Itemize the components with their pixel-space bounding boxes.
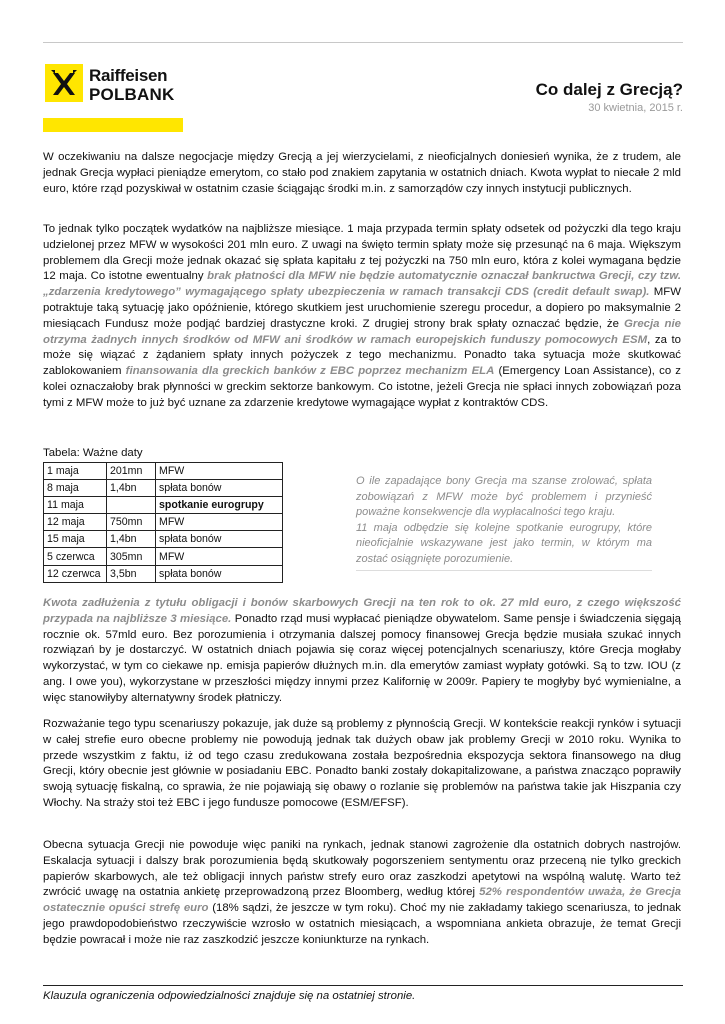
accent-bar [43,118,183,132]
table-cell-date: 1 maja [44,463,107,480]
table-cell-event: MFW [156,548,283,565]
table-cell-amount: 1,4bn [107,480,156,497]
paragraph-1: W oczekiwaniu na dalsze negocjacje między Grecją a jej wierzycielami, z nieoficjalnych doniesień wynika, że z trudem, ale jednak Grecja wypłaci pieniądze emerytom, co stało pod znakiem zapytania w ostatnich dniach. Kwota wypłat to niecałe 2 mld euro, które rząd pozyskiwał w ostatnim czasie ściągając środki m.in. z samorządów czy innych instytucji publicznych. [43,151,681,195]
table-row [44,463,283,480]
table-cell-event: MFW [156,463,283,480]
table-cell-event: spłata bonów [156,565,283,582]
pull-quote-paragraph-2: 11 maja odbędzie się kolejne spotkanie eurogrupy, które nieoficjalnie wskazywane jest jako termin, w którym ma zostać osiągnięte porozumienie. [356,521,652,565]
table-cell-amount [107,497,156,514]
paragraph-2-text-1: To jednak tylko początek wydatków na najbliższe miesiące. 1 maja przypada termin spłaty odsetek od pożyczki dla tego kraju udzielonej przez MFW w wysokości 201 mln euro. Z uwagi na święto termin spłaty może się przesunąć na 6 maja. Większym problemem dla Grecji może jednak okazać się spłata kapitału z tej pożyczki na 750 mln euro, która z kolei wymagana będzie 12 maja. Co istotne ewentualny [43,223,681,283]
table-cell-amount: 1,4bn [107,531,156,548]
paragraph-2-highlight-3: finansowania dla greckich banków z EBC poprzez mechanizm ELA [125,365,495,378]
table-cell-event: spłata bonów [156,531,283,548]
table-cell-amount: 305mn [107,548,156,565]
paragraph-3 [43,596,681,707]
table-cell-amount: 3,5bn [107,565,156,582]
footer-divider [43,985,683,986]
paragraph-2-highlight-2: Grecja nie otrzyma żadnych innych środków od MFW ani środków w ramach europejskich funduszy pomocowych ESM [43,317,682,346]
pull-quote [356,474,652,571]
raiffeisen-polbank-logo [45,64,175,110]
table-cell-date: 12 maja [44,514,107,531]
important-dates-table [43,462,283,583]
table-cell-date: 12 czerwca [44,565,107,582]
header-divider [43,42,683,43]
paragraph-4: Rozważanie tego typu scenariuszy pokazuje, jak duże są problemy z płynnością Grecji. W kontekście reakcji rynków i sytuacji w całej strefie euro obecne problemy nie powodują jednak tak dużych obaw jak problemy Grecji w 2010 roku. Wynika to przede wszystkim z faktu, iż od tego czasu zredukowana została bezpośrednia ekspozycja sektora finansowego na dług Grecji, który obecnie jest głównie w posiadaniu EBC. Ponadto banki zostały dokapitalizowane, a państwa znacząco poprawiły swoją sytuację fiskalną, co sprawia, że nie pojawiają się obawy o rozlanie się problemów na państwa takie jak Hiszpania czy Włochy. Na straży stoi też EBC i jego fundusze pomocowe (ESM/EFSF). [43,718,681,809]
table-row [44,514,283,531]
table-cell-amount: 201mn [107,463,156,480]
table-cell-amount: 750mn [107,514,156,531]
logo-text-raiffeisen: Raiffeisen [89,66,168,85]
table-cell-date: 11 maja [44,497,107,514]
table-row [44,497,283,514]
paragraph-2-text-3: , za to może się wiązać z żądaniem spłaty innych pożyczek z tego mechanizmu. Ponadto taka sytuacja może skutkować zablokowaniem [43,333,682,378]
logo-text-polbank: POLBANK [89,85,175,104]
paragraph-2 [43,222,681,412]
table-cell-date: 15 maja [44,531,107,548]
table-row [44,565,283,582]
paragraph-5 [43,838,681,949]
table-row [44,480,283,497]
publication-date: 30 kwietnia, 2015 r. [588,102,683,114]
disclaimer-note: Klauzula ograniczenia odpowiedzialności znajduje się na ostatniej stronie. [43,990,416,1002]
table-row [44,531,283,548]
paragraph-5-text-1: Obecna sytuacja Grecji nie powoduje więc paniki na rynkach, jednak stanowi zagrożenie dla ostatnich dobrych nastrojów. Eskalacja sytuacji i dalszy brak porozumienia będą skutkowały pogorszeniem sentymentu oraz przeceną nie tylko greckich papierów skarbowych, ale też obligacji innych państw strefy euro oraz zaszkodzi apetytowi na wspólną walutę. Warto też zwrócić uwagę na ostatnia ankietę przeprowadzoną przez Bloomberg, według której [43,839,681,899]
table-cell-event: spotkanie eurogrupy [156,497,283,514]
table-row [44,548,283,565]
paragraph-2-text-4: (Emergency Loan Assistance), co z kolei oznaczałoby brak płynności w greckim sektorze bankowym. Co istotne, jeżeli Grecja nie spłaci innych zobowiązań poza tymi z MFW może to już być uznane za zdarzenie kredytowe wymagające wypłat z kontraktów CDS. [43,365,681,409]
paragraph-3-highlight-1: Kwota zadłużenia z tytułu obligacji i bonów skarbowych Grecji na ten rok to ok. 27 mld euro, z czego większość przypada na najbliższe 3 miesiące. [43,597,681,625]
table-cell-event: MFW [156,514,283,531]
paragraph-2-text-2: MFW potraktuje taką sytuację jako opóźnienie, którego skutkiem jest uruchomienie szeregu procedur, a dopiero po maksymalnie 2 miesiącach Fundusz może podjąć bardziej drastyczne kroki. Z drugiej strony brak spłaty oznaczać będzie, że [43,286,682,330]
pull-quote-paragraph-1: O ile zapadające bony Grecja ma szanse zrolować, spłata zobowiązań z MFW może być problemem i przynieść poważne konsekwencje dla wypłacalności tego kraju. [356,475,652,519]
paragraph-5-text-2: (18% sądzi, że jeszcze w tym roku). Choć my nie zakładamy takiego scenariusza, to jednak jego prawdopodobieństwo rzeczywiście wzrosło w ostatnich miesiącach, a wspomniana ankieta obrazuje, że temat Grecji będzie powracał i może nie raz zaszkodzić jeszcze koniunkturze na rynkach. [43,902,681,946]
paragraph-5-highlight-1: 52% respondentów uważa, że Grecja ostatecznie opuści strefę euro [43,886,682,915]
table-cell-date: 5 czerwca [44,548,107,565]
table-caption: Tabela: Ważne daty [43,447,143,459]
table-cell-event: spłata bonów [156,480,283,497]
table-cell-date: 8 maja [44,480,107,497]
crossed-gables-icon [45,64,83,102]
paragraph-3-text-1: Ponadto rząd musi wypłacać pieniądze obywatelom. Same pensje i świadczenia sięgają rocznie ok. 57mld euro. Bez porozumienia i otrzymania dalszej pomocy finansowej Grecja będzie musiała szukać innych rozwiązań by je dostarczyć. W ostatnich dniach pojawia się coraz więcej potencjalnych scenariuszy, które Grecja mogłaby wykorzystać, w tym co ciekawe np. emisja papierów dłużnych m.in. dla emerytów zamiast wypłaty gotówki. Są to tzw. IOU (z ang. I owe you), wykorzystane w przeszłości między innymi przez Kalifornię w 2009r. Papiery te mogłyby być wymienialne, a więc stanowiłyby alternatywny środek płatniczy. [43,612,681,704]
paragraph-2-highlight-1: brak płatności dla MFW nie będzie automatycznie oznaczał bankructwa Grecji, czy tzw. „zdarzenia kredytowego” wymagającego spłaty ubezpieczenia w ramach transakcji CDS (credit default swap). [43,270,681,299]
page-title: Co dalej z Grecją? [535,80,683,99]
